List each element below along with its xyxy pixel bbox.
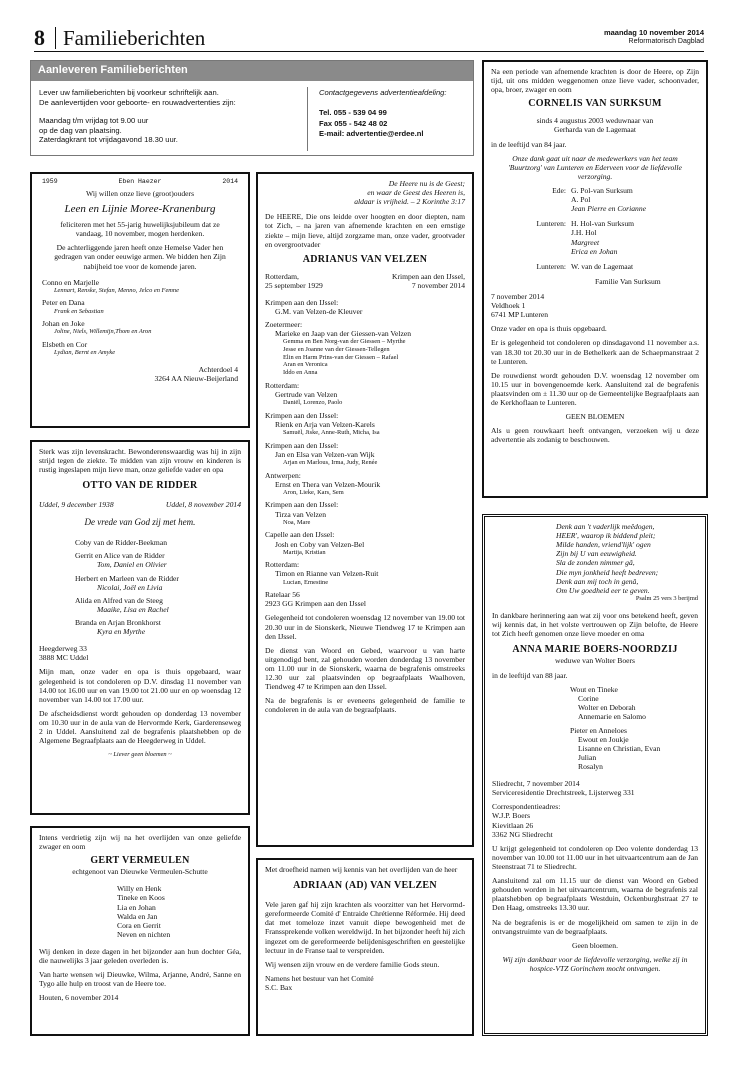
group-names [571, 262, 633, 271]
group-subline: Noa, Mare [283, 518, 311, 526]
group-place: Krimpen aan den IJssel: [265, 297, 339, 307]
fam-line: Julian [578, 752, 597, 762]
surksum-quote: Onze dank gaat uit naar de medewerkers van het team 'Buurtzorg' van Lunteren en Ederveen voor de liefdevolle verzorging. [508, 153, 682, 181]
group-line: Rienk en Arja van Velzen-Karels [275, 419, 375, 429]
psalm-line: Die myn jonkheid heeft bedreven; [556, 567, 659, 577]
family-sub: Tom, Daniel en Olivier [97, 560, 167, 570]
ridder-verse: De vrede van God zij met hem. [84, 517, 196, 528]
family-parents: Conno en Marjelle [42, 277, 99, 287]
family-line: Branda en Arjan Bronkhorst [75, 618, 161, 627]
info-contact [319, 88, 469, 139]
surksum-p4: Als u geen rouwkaart heeft ontvangen, verzoeken wij u deze advertentie als zodanig te beschouwen. [491, 426, 699, 445]
moree-intro: Wij willen onze lieve (groot)ouders [85, 188, 195, 198]
boers-place: Sliedrecht, 7 november 2014 [492, 779, 580, 789]
ridder-intro: Sterk was zijn levenskracht. Bewonderenswaardig was hij in zijn strijd tegen de ziekte. Te midden van zijn vrouw en kinderen is rustig ingeslapen mijn lieve man, onze geliefde vader en opa [39, 447, 241, 475]
group-line: Erica en Johan [571, 246, 618, 256]
group-line: Tirza van Velzen [275, 509, 327, 519]
name-line: Walda en Jan [117, 911, 158, 921]
psalm-line: Om Uw goedheid eer te geven. [556, 585, 650, 595]
group-names [571, 219, 634, 255]
family-entry [42, 340, 238, 357]
born-place: Rotterdam, [265, 271, 299, 281]
adriaan-p2: Wij wensen zijn vrouw en de verdere familie Gods steun. [265, 959, 440, 969]
psalm-line: Denk aan 't vaderlijk meêdogen, [556, 522, 655, 531]
died-place: Krimpen aan den IJssel, [392, 271, 465, 281]
name-line: Tineke en Koos [117, 893, 165, 903]
address-line: Veldhoek 1 [491, 301, 526, 311]
family-group [265, 500, 465, 526]
group-subline: Daniël, Lorenzo, Paolo [283, 399, 343, 407]
issue-date: maandag 10 november 2014 [603, 28, 704, 37]
group-line: Jean Pierre en Corianne [571, 204, 647, 214]
ad-adriaan [256, 858, 474, 1036]
group-subline: Iddo en Anna [283, 369, 318, 377]
group-subline: Gemma en Ben Norg-van der Giessen – Myrthe [283, 338, 406, 346]
info-line: Zaterdagkrant tot vrijdagavond 18.30 uur. [39, 135, 178, 145]
family-entry [42, 278, 238, 295]
boers-p2: Aansluitend zal om 11.15 uur de dienst van Woord en Gebed gehouden worden in het uitvaartcentrum, waarna de begrafenis zal plaatshebben op begraafplaats Westduin, Ockenburghstraat 27 te Den Haag, omstreeks 13.30 uur. [492, 876, 698, 913]
group-subline: Lucian, Ernestine [283, 578, 329, 586]
contact-email: E-mail: advertentie@erdee.nl [319, 128, 424, 138]
verse-line: en waar de Geest des Heeren is, [367, 188, 465, 198]
info-line: Lever uw familieberichten bij voorkeur schriftelijk aan. [39, 88, 219, 97]
fam-line: Pieter en Anneloes [570, 725, 627, 735]
group-subline: Arjan en Marlous, Irma, Judy, Renée [283, 458, 378, 466]
family-group [265, 411, 465, 437]
ridder-name: OTTO VAN DE RIDDER [82, 480, 198, 492]
velzen-dates [265, 272, 465, 290]
verse-line: De Heere nu is de Geest; [388, 179, 465, 188]
contact-fax: Fax 055 - 542 48 02 [319, 118, 388, 128]
moree-family-list [42, 278, 238, 357]
family-group [491, 219, 699, 255]
boers-residence: Serviceresidentie Drechtstreek, Lijsterweg 331 [492, 788, 635, 798]
family-parents: Peter en Dana [42, 298, 85, 308]
family-line: Gerrit en Alice van de Ridder [75, 551, 165, 561]
group-line: Gertrude van Velzen [275, 389, 338, 399]
adriaan-p3: Namens het bestuur van het Comité [265, 973, 374, 983]
family-group [265, 560, 465, 586]
family-kids: Frank en Sebastian [54, 307, 104, 315]
group-place: Ede: [552, 185, 566, 195]
name-line: Neven en nichten [117, 929, 171, 939]
ad-ridder [30, 440, 250, 815]
velzen-p2: De dienst van Woord en Gebed, waarvoor u van harte uitgenodigd bent, zal gehouden worden donderdag 13 november om 11.00 uur in de Sionskerk, waarna de begrafenis omstreeks 12.30 uur zal plaatsvinden op begraafplaats Waalhoven, Tiendweg 47 te Krimpen aan den IJssel. [265, 645, 465, 692]
surksum-name: CORNELIS VAN SURKSUM [528, 98, 662, 110]
ridder-born: Uddel, 9 december 1938 [39, 500, 114, 510]
group-place: Capelle aan den IJssel: [265, 530, 335, 540]
family-group [491, 186, 699, 213]
psalm-line: Sla de zonden nimmer gâ, [556, 558, 635, 568]
group-line: Marieke en Jaap van der Giessen-van Velzen [275, 329, 412, 339]
group-subline: Elin en Harm Prins-van der Giessen – Rafael [283, 353, 399, 361]
surksum-date: 7 november 2014 [491, 291, 545, 301]
velzen-family [265, 298, 465, 586]
surksum-p1: Onze vader en opa is thuis opgebaard. [491, 324, 607, 334]
name-line: Willy en Henk [117, 884, 162, 894]
group-line: Margreet [571, 237, 600, 247]
moree-text: De achterliggende jaren heeft onze Hemelse Vader hen gedragen van onder eeuwige armen. We bidden hen Zijn nabijheid toe voor de komende jaren. [54, 243, 226, 271]
year-right: 2014 [222, 178, 238, 185]
group-line: H. Hol-van Surksum [571, 219, 635, 229]
family-kids: Lydian, Bernt en Amyke [54, 349, 116, 357]
ridder-family [39, 538, 241, 636]
family-group [265, 381, 465, 407]
address-line: 3264 AA Nieuw-Beijerland [154, 373, 238, 383]
moree-names: Leen en Lijnie Moree-Kranenburg [64, 202, 216, 215]
family-sub: Maaike, Lisa en Rachel [97, 604, 169, 614]
vermeulen-p2: Van harte wensen wij Dieuwke, Wilma, Arjanne, André, Sanne en Tygo alle hulp en troost van de Heere toe. [39, 970, 241, 989]
corr-line: W.J.P. Boers [492, 811, 531, 821]
group-subline: Martija, Kristian [283, 548, 326, 556]
group-place: Antwerpen: [265, 470, 301, 480]
group-line: Josh en Coby van Velzen-Bel [275, 539, 365, 549]
family-parents: Elsbeth en Cor [42, 340, 88, 350]
ridder-closing: ~ Liever geen bloemen ~ [108, 751, 172, 759]
address-line: Heegderweg 33 [39, 644, 87, 654]
moree-years [42, 178, 238, 186]
group-place: Krimpen aan den IJssel: [265, 440, 339, 450]
info-title: Aanleveren Familieberichten [31, 61, 473, 81]
group-place: Lunteren: [536, 261, 566, 271]
vermeulen-p1: Wij denken in deze dagen in het bijzonder aan hun dochter Géa, die nauwelijks 3 jaar geleden overleden is. [39, 946, 241, 966]
psalm-line: HEER', waarop ik biddend pleit; [556, 531, 656, 541]
group-line: W. van de Lagemaat [571, 261, 634, 271]
family-line: Coby van de Ridder-Beekman [75, 538, 168, 548]
group-place: Krimpen aan den IJssel: [265, 500, 339, 510]
boers-closing: Wij zijn dankbaar voor de liefdevolle verzorging, welke zij in hospice-VTZ Gorinchem mocht ontvangen. [502, 954, 688, 973]
family-entry [42, 298, 238, 315]
family-group [265, 530, 465, 556]
psalm-line: Milde handen, vriend'lijk' ogen [556, 540, 651, 550]
ad-surksum [482, 60, 708, 498]
boers-age: in de leeftijd van 88 jaar. [492, 671, 568, 680]
name-line: Lia en Johan [117, 902, 156, 912]
vermeulen-sub: echtgenoot van Dieuwke Vermeulen-Schutte [72, 867, 208, 877]
group-line: G.M. van Velzen-de Kleuver [275, 307, 363, 317]
family-group [491, 262, 699, 271]
group-subline: Aron, Lieke, Kars, Sem [283, 488, 344, 496]
surksum-flowers: GEEN BLOEMEN [565, 412, 625, 422]
surksum-p3: De rouwdienst wordt gehouden D.V. woensdag 12 november om 10.15 uur in bovengenoemde kerk. Aansluitend zal de begrafenis plaatsvinden om ± 11.30 uur op de Gemeentelijke Begraafplaats aan de Kerkhoflaan te Lunteren. [491, 370, 699, 408]
fam-line: Rosalyn [578, 761, 603, 771]
psalm-ref: Psalm 25 vers 3 berijmd [635, 594, 698, 602]
family-group [265, 298, 465, 316]
fam-line: Ewout en Joukje [578, 734, 629, 744]
ad-velzen [256, 172, 474, 847]
boers-p3: Na de begrafenis is er de mogelijkheid om samen te zijn in de ontvangstruimte van de begraafplaats. [492, 917, 698, 936]
vermeulen-place: Houten, 6 november 2014 [39, 993, 119, 1003]
page-number: 8 [34, 25, 45, 50]
group-line: A. Pol [571, 195, 591, 205]
section-title: Familieberichten [63, 26, 206, 50]
ridder-p1: Mijn man, onze vader en opa is thuis opgebaard, waar gelegenheid is tot condoleren op D.V. dinsdag 11 november van 14.00 tot 16.00 uur en van 19.00 tot 21.00 uur en op woensdag 12 november van 14.00 tot 17.00 uur. [39, 667, 241, 704]
family-group [265, 320, 465, 377]
surksum-p2: Er is gelegenheid tot condoleren op dinsdagavond 11 november a.s. van 18.30 tot 20.30 uur in de Bethelkerk aan de Schaepmanstraat 2 te Lunteren. [491, 338, 699, 366]
year-left: 1959 [42, 178, 58, 185]
ridder-died: Uddel, 8 november 2014 [165, 500, 241, 510]
ad-boers [482, 514, 708, 1036]
paper-name: Reformatorisch Dagblad [628, 38, 704, 45]
moree-address [42, 365, 238, 383]
group-line: Ernst en Thera van Velzen-Mourik [275, 479, 381, 489]
surksum-intro: Na een periode van afnemende krachten is door de Heere, op Zijn tijd, uit ons midden weggenomen onze lieve vader, schoonvader, opa, broer, zwager en oom [491, 67, 699, 95]
group-line: J.H. Hol [571, 228, 597, 238]
group-subline: Jesse en Joanne van der Giessen-Tellegen [283, 346, 390, 354]
address-line: Achterdoel 4 [198, 364, 238, 374]
masthead-divider [55, 27, 56, 49]
info-box [30, 60, 474, 156]
fam-line: Corine [578, 694, 599, 704]
fam-line: Wolter en Deborah [578, 703, 636, 713]
surksum-since: sinds 4 augustus 2003 weduwnaar van [536, 116, 654, 126]
boers-sub: weduwe van Wolter Boers [554, 655, 635, 665]
masthead [34, 22, 704, 52]
velzen-p3: Na de begrafenis is er eveneens gelegenheid de familie te condoleren in de aula van de begraafplaats. [265, 696, 465, 715]
adriaan-intro: Met droefheid namen wij kennis van het overlijden van de heer [265, 865, 458, 874]
group-subline: Aran en Veronica [283, 361, 328, 369]
fam-line: Wout en Tineke [570, 685, 618, 695]
family-entry [42, 319, 238, 336]
surksum-family [491, 186, 699, 271]
group-names [571, 186, 646, 213]
surksum-since: Gerharda van de Lagemaat [553, 125, 636, 135]
velzen-intro: De HEERE, Die ons leidde over hoogten en door diepten, nam tot Zich, – na jaren van afnemende krachten en een ernstige ziekte – mijn lieve, altijd zorgzame man, onze vader, grootvader en overgrootvader [265, 212, 465, 249]
group-line: Jan en Elsa van Velzen-van Wijk [275, 449, 375, 459]
name-line: Cora en Gerrit [117, 920, 161, 930]
velzen-name: ADRIANUS VAN VELZEN [302, 253, 428, 265]
boers-psalm [492, 522, 698, 595]
ad-vermeulen [30, 826, 250, 1036]
group-subline: Samuël, Jiske, Anne-Ruth, Micha, Isa [283, 428, 380, 436]
family-kids: Joline, Niels, Willemijn,Thom en Aron [54, 328, 152, 336]
vermeulen-name: GERT VERMEULEN [90, 855, 190, 867]
boers-p4: Geen bloemen. [572, 940, 618, 950]
family-sub: Kyra en Myrthe [97, 627, 146, 637]
family-parents: Johan en Joke [42, 319, 85, 329]
boers-name: ANNA MARIE BOERS-NOORDZIJ [512, 643, 678, 655]
contact-tel: Tel. 055 - 539 04 99 [319, 108, 387, 118]
group-place: Lunteren: [536, 219, 566, 229]
info-line: Maandag t/m vrijdag tot 9.00 uur [39, 115, 149, 125]
family-group [265, 471, 465, 497]
vermeulen-intro: Intens verdrietig zijn wij na het overlijden van onze geliefde zwager en oom [39, 833, 241, 852]
velzen-p1: Gelegenheid tot condoleren woensdag 12 november van 19.00 tot 20.30 uur in de Sionskerk, Nieuwe Tiendweg 17 te Krimpen aan den IJssel. [265, 613, 465, 641]
family-line: Alida en Alfred van de Steeg [75, 595, 163, 605]
surksum-family-name: Familie Van Surksum [595, 276, 661, 286]
corr-line: 3362 NG Sliedrecht [492, 829, 553, 839]
address-line: 6741 MP Lunteren [491, 310, 549, 320]
ridder-p2: De afscheidsdienst wordt gehouden op donderdag 13 november om 10.30 uur in de aula van de Hervormde Kerk, Garderenseweg 2 in Uddel. Aansluitend zal de begrafenis plaatshebben op de Algemene Begraafplaats aan de Heegderweg in Uddel. [39, 708, 241, 746]
corr-line: Kievitlaan 26 [492, 820, 534, 830]
velzen-verse [265, 179, 465, 206]
ad-moree [30, 172, 250, 428]
verse-line: aldaar is vrijheid. – 2 Korinthe 3:17 [354, 197, 465, 207]
boers-fam1 [492, 685, 698, 721]
address-line: Ratelaar 56 [265, 590, 300, 600]
address-line: 2923 GG Krimpen aan den IJssel [265, 599, 367, 609]
group-line: Timon en Rianne van Velzen-Ruit [275, 569, 379, 579]
family-line: Herbert en Marleen van de Ridder [75, 573, 179, 583]
family-kids: Lennart, Renske, Stefan, Menno, Jelco en Femne [54, 286, 179, 294]
group-line: G. Pol-van Surksum [571, 185, 633, 195]
boers-fam2 [492, 726, 698, 772]
born-date: 25 september 1929 [265, 280, 323, 290]
boers-intro: In dankbare herinnering aan wat zij voor ons betekend heeft, geven wij kennis dat, in het volste vertrouwen op Zijn belofte, de Heere tot Zich heeft genomen onze lieve moeder en oma [492, 610, 698, 638]
fam-line: Lisanne en Christian, Evan [578, 743, 661, 753]
group-place: Rotterdam: [265, 380, 300, 390]
ridder-dates [39, 500, 241, 509]
address-line: 3888 MC Uddel [39, 653, 89, 663]
family-group [265, 441, 465, 467]
adriaan-name: ADRIAAN (AD) VAN VELZEN [293, 880, 437, 892]
info-line: De aanlevertijden voor geboorte- en rouwadvertenties zijn: [39, 97, 236, 107]
adriaan-p4: S.C. Bax [265, 982, 293, 992]
psalm-line: Zijn bij U van eeuwigheid. [556, 549, 637, 559]
info-left [39, 88, 279, 145]
psalm-line: Denk aan mij toch in genâ, [556, 576, 639, 586]
group-place: Krimpen aan den IJssel: [265, 410, 339, 420]
contact-title: Contactgegevens advertentieafdeling: [319, 88, 447, 97]
group-place: Rotterdam: [265, 560, 300, 570]
boers-p1: U krijgt gelegenheid tot condoleren op Deo volente donderdag 13 november van 10.00 tot 11.00 uur in het uitvaartcentrum aan de Jan Steenstraat 71 te Sliedrecht. [492, 843, 698, 871]
boers-corr: Correspondentieadres: [492, 802, 561, 812]
died-date: 7 november 2014 [411, 280, 465, 290]
info-divider [307, 87, 308, 151]
adriaan-p1: Vele jaren gaf hij zijn krachten als voorzitter van het Hervormd-gereformeerde Comité d' Entraide Chrétienne Réformée. Hij deed dat met tomeloze inzet vanuit diepe bewogenheid met de Franssprekende volken wereldwijd. In het bijzonder heeft hij zich ingezet om de gereformeerde belijdenisgeschriften en geestelijke lectuur in de Franse taal te verspreiden. [265, 900, 465, 955]
info-line: op de dag van plaatsing. [39, 125, 122, 135]
group-place: Zoetermeer: [265, 320, 303, 330]
surksum-age: in de leeftijd van 84 jaar. [491, 139, 567, 149]
family-sub: Nicolai, Joël en Livia [97, 582, 163, 592]
moree-congrats: feliciteren met het 55-jarig huwelijksjubileum dat ze vandaag, 10 november, mogen herdenken. [60, 220, 220, 239]
vermeulen-names [39, 884, 241, 939]
moree-place: Eben Haezer [118, 178, 162, 185]
fam-line: Annemarie en Salomo [578, 712, 646, 722]
